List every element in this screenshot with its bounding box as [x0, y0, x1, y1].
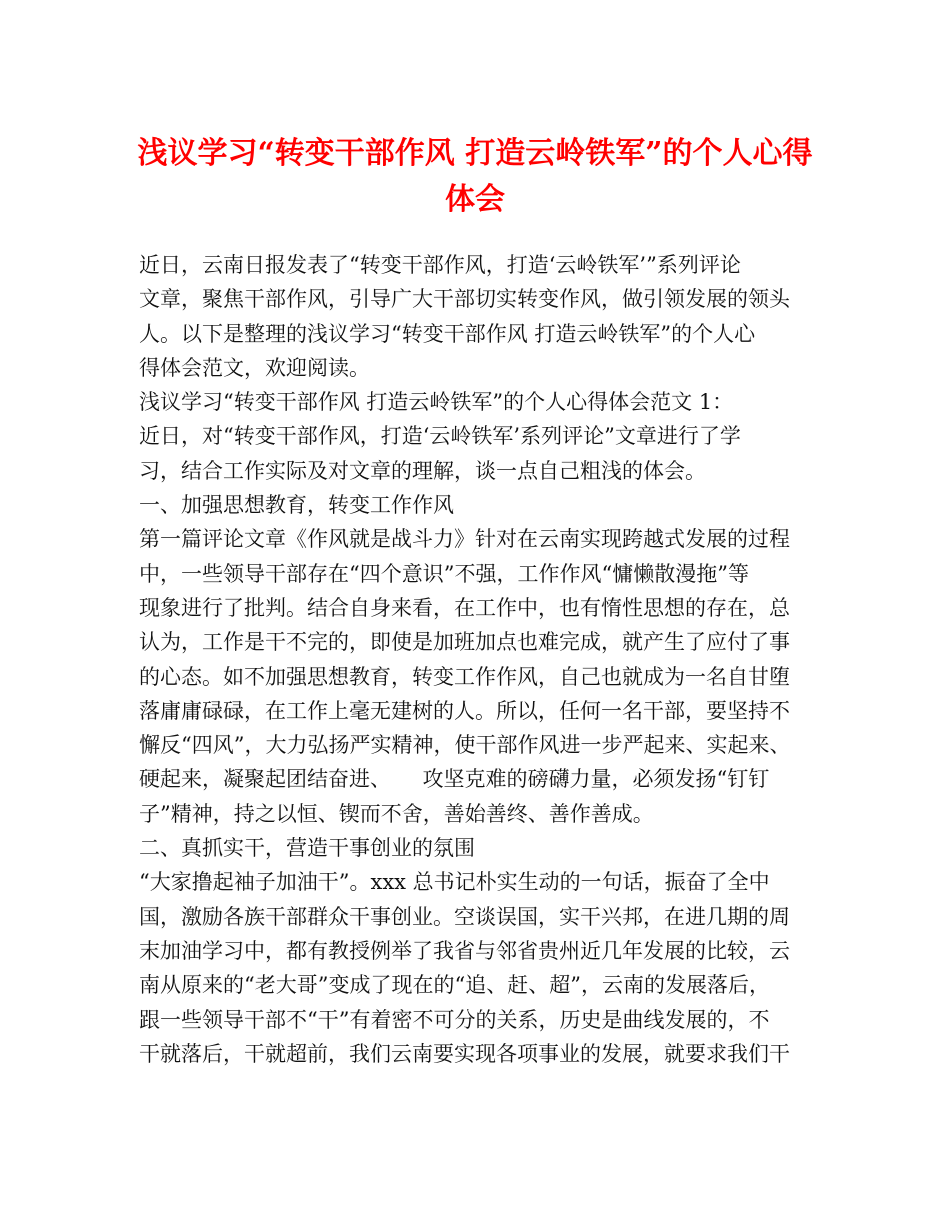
- body-line: 子”精神，持之以恒、锲而不舍，善始善终、善作善成。: [139, 801, 654, 826]
- body-line: 习，结合工作实际及对文章的理解，谈一点自己粗浅的体会。: [139, 458, 706, 483]
- body-line: 懈反“四风”，大力弘扬严实精神，使干部作风进一步严起来、实起来、: [139, 733, 791, 758]
- section-heading-2: 二、真抓实干，营造干事创业的氛围: [139, 836, 475, 861]
- body-line: 人。以下是整理的浅议学习“转变干部作风 打造云岭铁军”的个人心: [139, 321, 756, 346]
- document-title-line-2: 体会: [445, 182, 505, 217]
- body-line: 国，激励各族干部群众干事创业。空谈误国，实干兴邦，在进几期的周: [139, 904, 790, 929]
- body-line: 落庸庸碌碌，在工作上毫无建树的人。所以，任何一名干部，要坚持不: [139, 698, 790, 723]
- body-line: 干就落后，干就超前，我们云南要实现各项事业的发展，就要求我们干: [139, 1041, 790, 1066]
- body-line: “大家撸起袖子加油干”。xxx 总书记朴实生动的一句话，振奋了全中: [139, 870, 770, 895]
- body-line: 近日，云南日报发表了“转变干部作风，打造‘云岭铁军’”系列评论: [139, 253, 741, 277]
- document-title-line-1: 浅议学习“转变干部作风 打造云岭铁军”的个人心得: [137, 136, 813, 171]
- body-line: 第一篇评论文章《作风就是战斗力》针对在云南实现跨越式发展的过程: [139, 527, 790, 552]
- body-line: 南从原来的“老大哥”变成了现在的“追、赶、超”，云南的发展落后，: [139, 973, 770, 998]
- body-line: 末加油学习中，都有教授例举了我省与邻省贵州近几年发展的比较，云: [139, 938, 790, 963]
- body-line: 文章，聚焦干部作风，引导广大干部切实转变作风，做引领发展的领头: [139, 287, 790, 312]
- section-heading-1: 一、加强思想教育，转变工作作风: [139, 493, 454, 518]
- body-line: 中，一些领导干部存在“四个意识”不强，工作作风“慵懒散漫拖”等: [139, 561, 749, 586]
- body-line: 跟一些领导干部不“干”有着密不可分的关系，历史是曲线发展的，不: [139, 1007, 770, 1032]
- body-line: 现象进行了批判。结合自身来看，在工作中，也有惰性思想的存在，总: [139, 595, 790, 620]
- body-line: 的心态。如不加强思想教育，转变工作作风，自己也就成为一名自甘堕: [139, 664, 790, 689]
- body-line: 近日，对“转变干部作风，打造‘云岭铁军’系列评论”文章进行了学: [139, 424, 741, 449]
- body-line: 硬起来，凝聚起团结奋进、 攻坚克难的磅礴力量，必须发扬“钉钉: [139, 767, 770, 792]
- document-body: [139, 248, 839, 1071]
- body-line: 认为，工作是干不完的，即使是加班加点也难完成，就产生了应付了事: [139, 630, 790, 655]
- essay-heading-line: 浅议学习“转变干部作风 打造云岭铁军”的个人心得体会范文 1：: [139, 390, 734, 415]
- body-line: 得体会范文，欢迎阅读。: [139, 355, 370, 380]
